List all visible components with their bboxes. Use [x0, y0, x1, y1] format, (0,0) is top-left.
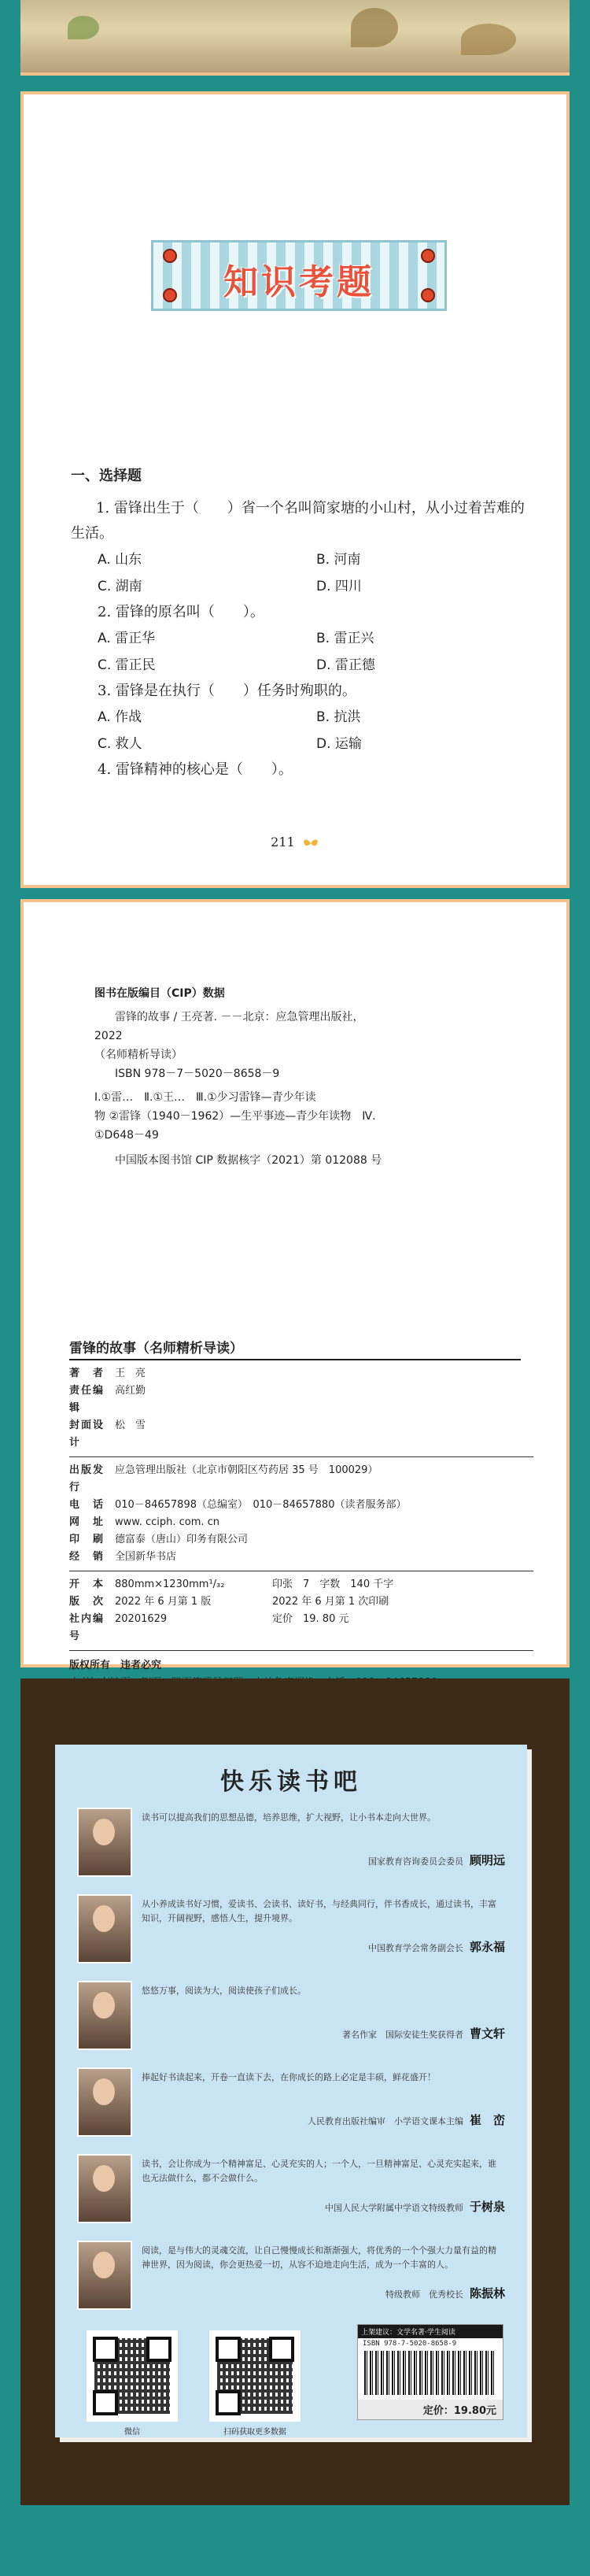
cip-block: [94, 984, 535, 1170]
cip-line: 雷锋的故事 / 王亮著. －－北京：应急管理出版社，: [115, 1011, 364, 1023]
quote-author: 中国人民大学附属中学语文特级教师 于树泉: [324, 2200, 505, 2214]
option: C. 湖南: [98, 579, 142, 594]
option: B. 抗洪: [316, 709, 361, 725]
book-title: 雷锋的故事（名师精析导读）: [69, 1341, 243, 1356]
portrait-photo: [77, 2154, 132, 2223]
quote-author: 著名作家 国际安徒生奖获得者 曹文轩: [341, 2026, 505, 2041]
quote-item: [77, 2241, 505, 2322]
option: A. 作战: [98, 709, 142, 725]
page-number-text: 211: [271, 835, 295, 849]
imprint-block: [69, 1365, 533, 1692]
option: B. 雷正兴: [316, 631, 374, 646]
imprint-row: 电 话 010－84657898（总编室） 010－84657880（读者服务部）: [69, 1499, 407, 1511]
quote-author: 特级教师 优秀校长 陈振林: [385, 2286, 505, 2300]
quote-text: 阅读，是与伟大的灵魂交流，让自己慢慢成长和渐渐强大，将优秀的一个个强大力量有益的精神世界，因为阅读，你会更热爱一切，从容不迫地走向生活，成为一个丰富的人。: [142, 2245, 496, 2270]
portrait-photo: [77, 2241, 132, 2310]
option: C. 救人: [98, 736, 142, 752]
quote-text: 读书可以提高我们的思想品德，培养思维，扩大视野，让小书本走向大世界。: [142, 1812, 436, 1823]
butterfly-icon: [302, 838, 319, 849]
back-cover-photo: [20, 1678, 570, 2505]
cip-class: Ⅰ.①雷… Ⅱ.①王… Ⅲ.①少习雷锋—青少年读: [94, 1091, 316, 1104]
cip-line: ISBN 978－7－5020－8658－9: [115, 1068, 280, 1080]
quote-item: [77, 1981, 505, 2063]
cip-line: （名师精析导读）: [94, 1049, 183, 1061]
option: A. 雷正华: [98, 631, 156, 646]
imprint-row: 封面设计 松 雪: [69, 1419, 146, 1449]
imprint-row: 出版发行 应急管理出版社（北京市朝阳区芍药居 35 号 100029）: [69, 1464, 378, 1493]
imprint-row: 经 销 全国新华书店: [69, 1551, 177, 1563]
barcode-panel: [357, 2324, 503, 2420]
quote-author: 人民教育出版社编审 小学语文课本主编 崔 峦: [307, 2113, 505, 2127]
quote-item: [77, 1894, 505, 1976]
option: A. 山东: [98, 552, 142, 568]
question-1-options: [71, 573, 535, 600]
top-illustration-strip: [20, 0, 570, 76]
quote-text: 读书，会让你成为一个精神富足、心灵充实的人；一个人，一旦精神富足、心灵充实起来，谁也无法做什么，都不会做什么。: [142, 2159, 496, 2183]
cip-class: ①D648－49: [94, 1129, 159, 1142]
qr-code-wechat: [87, 2330, 178, 2422]
question-2-options: [71, 625, 535, 652]
question-3-options: [71, 704, 535, 731]
imprint-row: 开 本 880mm×1230mm¹/₃₂ 印张 7 字数 140 千字: [69, 1579, 394, 1590]
question-2: 2. 雷锋的原名叫（ ）。: [98, 604, 264, 620]
price-label: 定价：19.80元: [358, 2400, 503, 2419]
cip-record: 中国版本图书馆 CIP 数据核字（2021）第 012088 号: [115, 1154, 382, 1167]
question-3: 3. 雷锋是在执行（ ）任务时殉职的。: [98, 683, 356, 699]
quote-text: 悠悠万事，阅读为大，阅读使孩子们成长。: [142, 1986, 306, 1996]
quote-item: [77, 1808, 505, 1889]
qr-label: 扫码获取更多数据: [223, 2428, 286, 2437]
cip-line: 2022: [94, 1030, 123, 1042]
imprint-row: 责任编辑 高红勤: [69, 1385, 146, 1414]
portrait-photo: [77, 1808, 132, 1877]
qr-code-resources: [209, 2330, 301, 2422]
quote-text: 捧起好书读起来，开卷一直读下去，在你成长的路上必定是丰硕，鲜花盛开！: [142, 2072, 436, 2082]
imprint-row: 网 址 www. cciph. com. cn: [69, 1516, 220, 1528]
quiz-banner: [151, 240, 447, 311]
quiz-page: [20, 91, 570, 888]
question-2-options: [71, 652, 535, 679]
portrait-photo: [77, 1981, 132, 2050]
option: D. 雷正德: [316, 657, 375, 673]
question-1-options: [71, 546, 535, 573]
cip-class: 物 ②雷锋（1940－1962）—生平事迹—青少年读物 Ⅳ.: [94, 1110, 376, 1123]
cover-title: 快乐读书吧: [220, 1768, 362, 1796]
portrait-photo: [77, 2067, 132, 2137]
question-section: [71, 464, 535, 783]
question-1: 1. 雷锋出生于（ ）省一个名叫简家塘的小山村，从小过着苦难的生活。: [71, 500, 525, 542]
banner-title: 知识考题: [223, 262, 374, 302]
quote-author: 国家教育咨询委员会委员 顾明远: [367, 1853, 505, 1867]
imprint-row: 版 次 2022 年 6 月第 1 版 2022 年 6 月第 1 次印刷: [69, 1596, 389, 1608]
option: D. 运输: [316, 736, 362, 752]
back-cover: [55, 1745, 527, 2437]
quote-text: 从小养成读书好习惯，爱读书、会读书、读好书，与经典同行，伴书香成长，通过读书，丰富知识，开阔视野，感悟人生，提升境界。: [142, 1899, 496, 1923]
isbn-text: ISBN 978-7-5020-8658-9: [363, 2340, 457, 2348]
page-number: [24, 835, 566, 849]
option: C. 雷正民: [98, 657, 156, 673]
quote-item: [77, 2154, 505, 2236]
shelf-suggestion: 上架建议：文学名著·学生阅读: [358, 2325, 503, 2338]
imprint-row: 著 者 王 亮: [69, 1368, 146, 1379]
portrait-photo: [77, 1894, 132, 1963]
quote-item: [77, 2067, 505, 2149]
divider: [69, 1359, 521, 1360]
section-title: 一、选择题: [71, 468, 142, 484]
qr-label: 微信: [124, 2428, 140, 2437]
option: D. 四川: [316, 579, 362, 594]
barcode-icon: [364, 2351, 496, 2395]
option: B. 河南: [316, 552, 361, 568]
copyright-page: [20, 899, 570, 1671]
quote-author: 中国教育学会常务副会长 郭永福: [367, 1940, 505, 1954]
question-3-options: [71, 731, 535, 757]
imprint-row: 社内编号 20201629 定价 19. 80 元: [69, 1613, 349, 1642]
imprint-row: 印 刷 德富泰（唐山）印务有限公司: [69, 1534, 249, 1545]
question-4: 4. 雷锋精神的核心是（ ）。: [98, 761, 293, 778]
rights-head: 版权所有 违者必究: [69, 1660, 162, 1671]
cip-head: 图书在版编目（CIP）数据: [94, 987, 225, 1000]
